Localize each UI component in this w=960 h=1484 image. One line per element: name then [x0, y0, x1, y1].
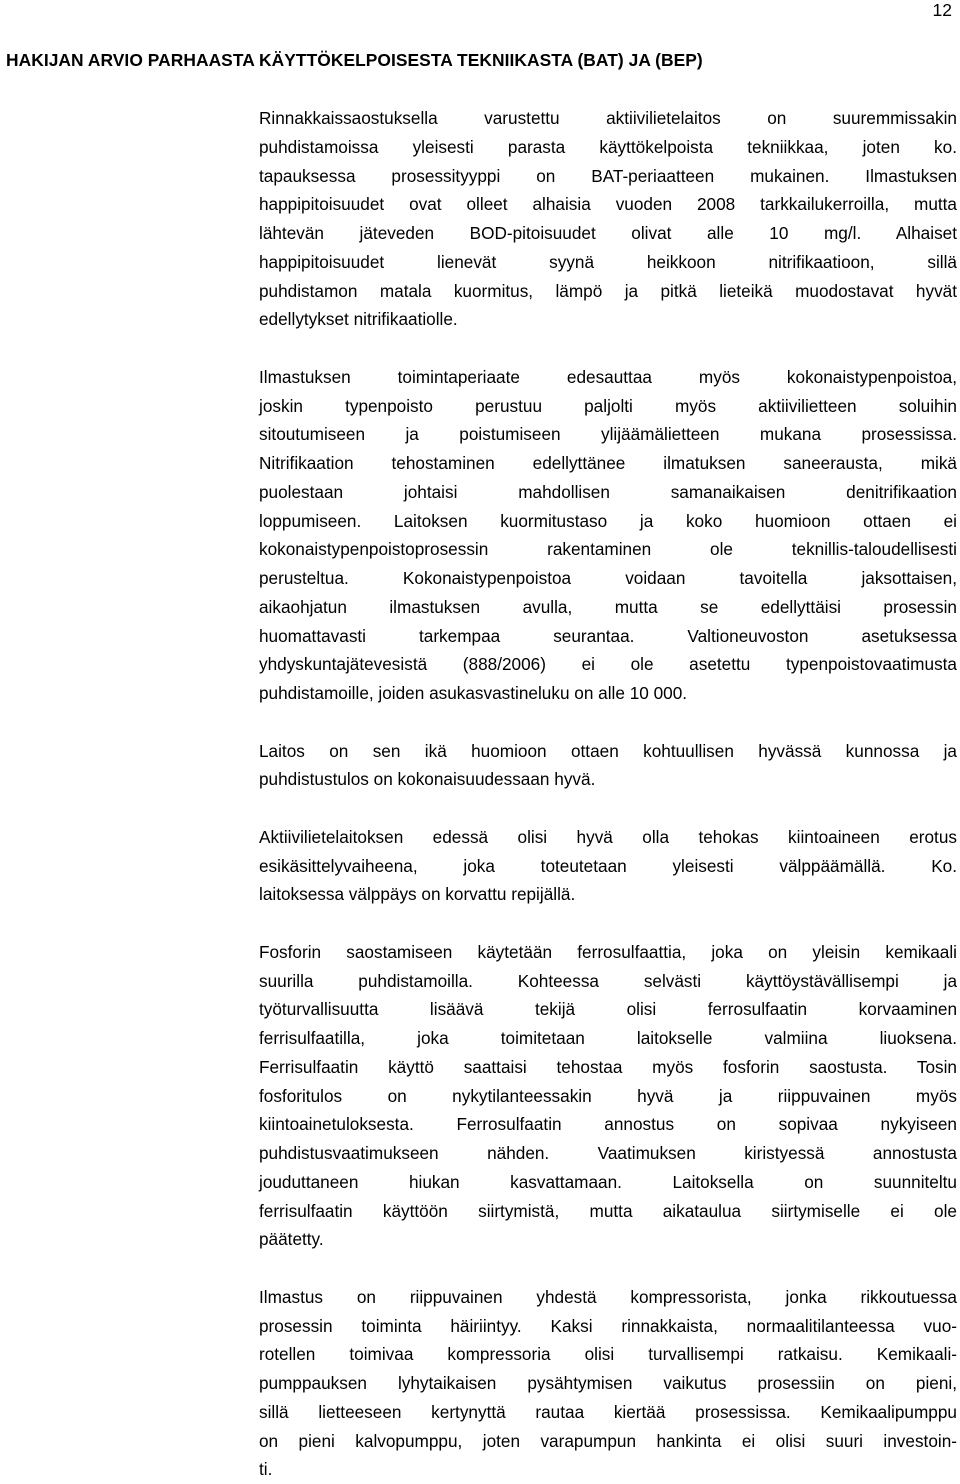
paragraph-line: Ferrisulfaatin käyttö saattaisi tehostaa myös fosforin saostusta. Tosin — [259, 1056, 957, 1077]
paragraph-1 — [259, 104, 957, 334]
paragraph-line: laitoksessa välppäys on korvattu repijällä. — [259, 884, 576, 905]
paragraph-line: kiintoainetuloksesta. Ferrosulfaatin annostus on sopivaa nykyiseen — [259, 1114, 957, 1135]
paragraph-line: Laitos on sen ikä huomioon ottaen kohtuullisen hyvässä kunnossa ja — [259, 740, 957, 761]
paragraph-line: esikäsittelyvaiheena, joka toteutetaan yleisesti välppäämällä. Ko. — [259, 855, 957, 876]
paragraph-4 — [259, 823, 957, 909]
paragraph-line: yhdyskuntajätevesistä (888/2006) ei ole asetettu typenpoistovaatimusta — [259, 654, 957, 675]
paragraph-line: aikaohjatun ilmastuksen avulla, mutta se edellyttäisi prosessin — [259, 596, 957, 617]
section-heading: HAKIJAN ARVIO PARHAASTA KÄYTTÖKELPOISESTA TEKNIIKASTA (BAT) JA (BEP) — [6, 50, 703, 70]
paragraph-line: joskin typenpoisto perustuu paljolti myös aktiivilietteen soluihin — [259, 395, 957, 416]
paragraph-line: Fosforin saostamiseen käytetään ferrosulfaattia, joka on yleisin kemikaali — [259, 941, 957, 962]
paragraph-line: ferrisulfaatilla, joka toimitetaan laitokselle valmiina liuoksena. — [259, 1028, 957, 1048]
paragraph-line: päätetty. — [259, 1229, 324, 1250]
paragraph-line: puolestaan johtaisi mahdollisen samanaikaisen denitrifikaation — [259, 481, 957, 502]
paragraph-line: Nitrifikaation tehostaminen edellyttänee ilmatuksen saneerausta, mikä — [259, 453, 957, 473]
paragraph-line: sillä lietteeseen kertynyttä rautaa kiertää prosessissa. Kemikaalipumppu — [259, 1401, 957, 1422]
paragraph-line: fosforitulos on nykytilanteessakin hyvä ja riippuvainen myös — [259, 1085, 957, 1106]
paragraph-line: perusteltua. Kokonaistypenpoistoa voidaan tavoitella jaksottaisen, — [259, 568, 957, 588]
paragraph-line: jouduttaneen hiukan kasvattamaan. Laitoksella on suunniteltu — [259, 1171, 957, 1192]
paragraph-line: työturvallisuutta lisäävä tekijä olisi ferrosulfaatin korvaaminen — [259, 999, 957, 1020]
paragraph-line: puhdistamon matala kuormitus, lämpö ja pitkä lieteikä muodostavat hyvät — [259, 280, 957, 301]
paragraph-line: on pieni kalvopumppu, joten varapumpun hankinta ei olisi suuri investoin- — [259, 1430, 957, 1451]
paragraph-line: Rinnakkaissaostuksella varustettu aktiivilietelaitos on suuremmissakin — [259, 108, 957, 128]
paragraph-line: edellytykset nitrifikaatiolle. — [259, 309, 458, 330]
paragraph-line: ferrisulfaatin käyttöön siirtymistä, mutta aikataulua siirtymiselle ei ole — [259, 1200, 957, 1221]
paragraph-line: pumppauksen lyhytaikaisen pysähtymisen vaikutus prosessiin on pieni, — [259, 1373, 957, 1393]
paragraph-5 — [259, 938, 957, 1254]
paragraph-line: Ilmastuksen toimintaperiaate edesauttaa myös kokonaistypenpoistoa, — [259, 366, 957, 387]
paragraph-line: lähtevän jäteveden BOD-pitoisuudet olivat alle 10 mg/l. Alhaiset — [259, 223, 957, 243]
paragraph-line: puhdistamoille, joiden asukasvastineluku on alle 10 000. — [259, 683, 688, 703]
paragraph-line: sitoutumiseen ja poistumiseen ylijäämälietteen mukana prosessissa. — [259, 424, 957, 445]
paragraph-line: Ilmastus on riippuvainen yhdestä kompressorista, jonka rikkoutuessa — [259, 1286, 957, 1307]
paragraph-line: Aktiivilietelaitoksen edessä olisi hyvä olla tehokas kiintoaineen erotus — [259, 826, 957, 847]
paragraph-line: puhdistustulos on kokonaisuudessaan hyvä. — [259, 769, 596, 790]
paragraph-3 — [259, 737, 957, 795]
paragraph-line: rotellen toimivaa kompressoria olisi turvallisempi ratkaisu. Kemikaali- — [259, 1344, 957, 1365]
page-number: 12 — [932, 0, 952, 20]
paragraph-line: kokonaistypenpoistoprosessin rakentaminen ole teknillis-taloudellisesti — [259, 539, 957, 560]
paragraph-6 — [259, 1283, 957, 1484]
paragraph-line: puhdistamoissa yleisesti parasta käyttökelpoista tekniikkaa, joten ko. — [259, 136, 957, 157]
paragraph-line: suurilla puhdistamoilla. Kohteessa selvästi käyttöystävällisempi ja — [259, 970, 957, 991]
paragraph-line: huomattavasti tarkempaa seurantaa. Valtioneuvoston asetuksessa — [259, 625, 957, 646]
document-body — [259, 104, 957, 1484]
paragraph-line: ti. — [259, 1459, 273, 1480]
paragraph-line: loppumiseen. Laitoksen kuormitustaso ja koko huomioon ottaen ei — [259, 510, 957, 531]
paragraph-line: puhdistusvaatimukseen nähden. Vaatimuksen kiristyessä annostusta — [259, 1143, 957, 1163]
paragraph-line: prosessin toiminta häiriintyy. Kaksi rinnakkaista, normaalitilanteessa vuo- — [259, 1315, 957, 1336]
paragraph-line: tapauksessa prosessityyppi on BAT-periaatteen mukainen. Ilmastuksen — [259, 165, 957, 186]
paragraph-2 — [259, 363, 957, 708]
paragraph-line: happipitoisuudet lienevät syynä heikkoon nitrifikaatioon, sillä — [259, 251, 957, 272]
paragraph-line: happipitoisuudet ovat olleet alhaisia vuoden 2008 tarkkailukerroilla, mutta — [259, 194, 957, 215]
